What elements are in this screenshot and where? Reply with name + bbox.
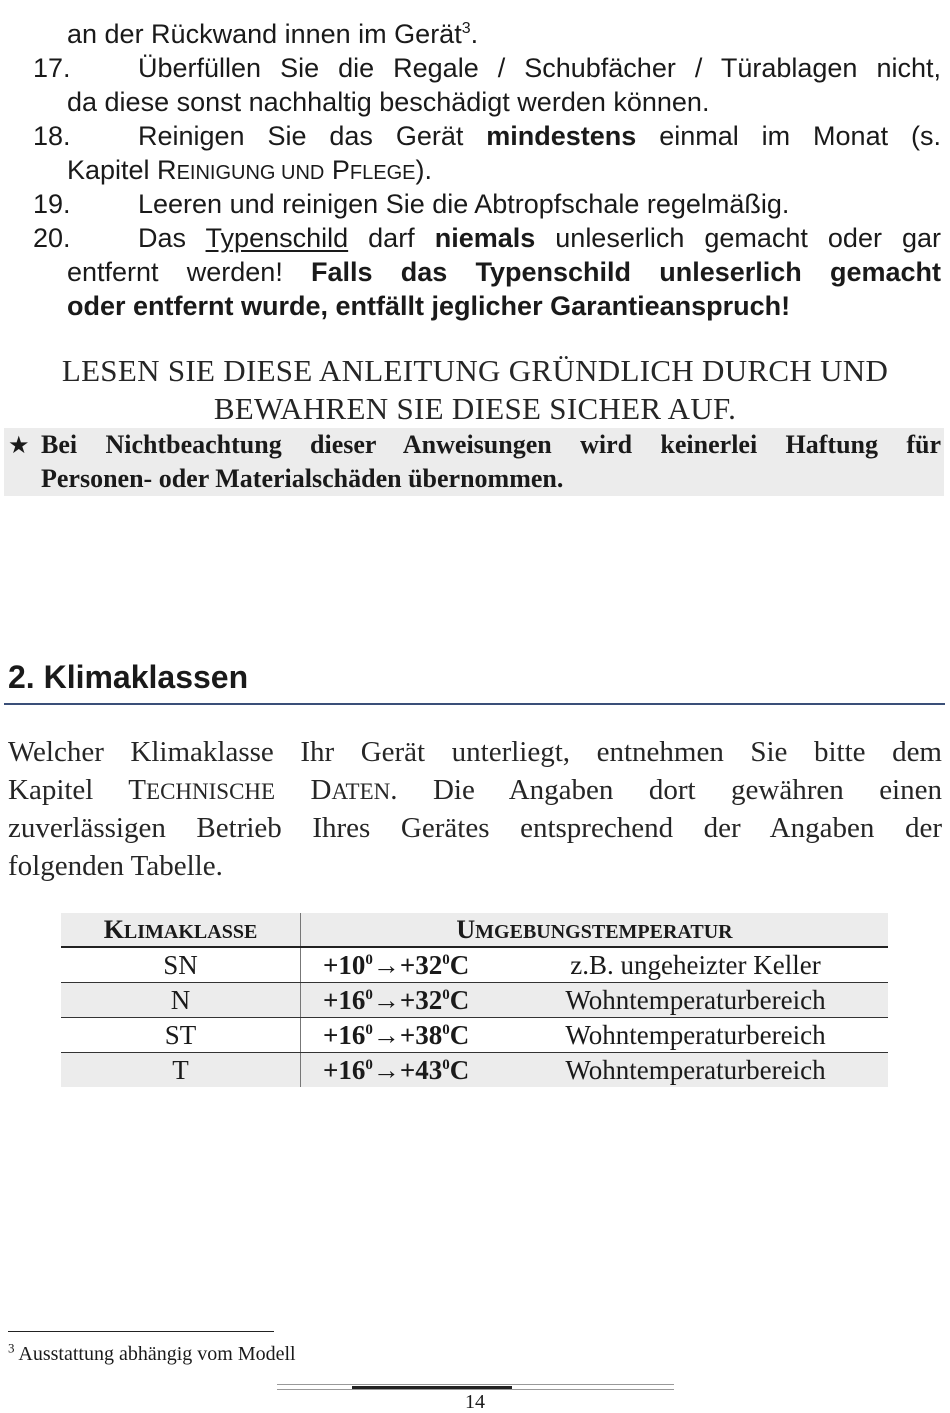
liability-warning-line-1: Bei Nichtbeachtung dieser Anweisungen wird keinerlei Haftung für: [41, 430, 941, 459]
temp-to: +38: [399, 1019, 443, 1050]
footnote-mark: 3: [8, 1340, 15, 1356]
temperature-range-cell: [301, 947, 534, 983]
footer-rule: [277, 1384, 674, 1385]
item-18-text-c: einmal im Monat (s.: [659, 121, 941, 151]
item-20-line-2: [67, 255, 941, 289]
arrow-icon: →: [372, 1054, 400, 1085]
header-rest: LIMAKLASSE: [123, 920, 258, 943]
climate-class-cell: ST: [61, 1018, 301, 1053]
item-20-text-a: Das: [138, 223, 187, 253]
item-20-emphasis: niemals: [434, 223, 536, 253]
item-17-line-1: Überfüllen Sie die Regale / Schubfächer / Türablagen nicht,: [138, 53, 941, 83]
degree-mark: 0: [442, 986, 450, 1003]
item-20-warning-b: oder entfernt wurde, entfällt jeglicher Garantieanspruch!: [67, 291, 791, 321]
degree-mark: 0: [442, 1056, 450, 1073]
body-text-part: ATEN: [331, 779, 391, 804]
degree-mark: 0: [442, 1021, 450, 1038]
list-continuation-line: [67, 17, 478, 51]
item-18-line-2: [67, 153, 432, 190]
header-initial: U: [456, 914, 476, 944]
footnote-reference: 3: [461, 20, 471, 37]
body-line-3: zuverlässigen Betrieb Ihres Gerätes entsprechend der Angaben der: [8, 812, 942, 844]
environment-description-cell: Wohntemperaturbereich: [533, 1018, 888, 1053]
notice-heading-line-2: BEWAHREN SIE DIESE SICHER AUF.: [213, 391, 737, 426]
degree-mark: 0: [365, 1056, 373, 1073]
header-initial: K: [103, 914, 124, 944]
typenschild-term: Typenschild: [205, 223, 349, 253]
item-19-text: Leeren und reinigen Sie die Abtropfschale regelmäßig.: [138, 189, 790, 219]
body-text-part: D: [275, 774, 332, 806]
item-18-text-a: Reinigen Sie das Gerät: [138, 121, 464, 151]
body-line-1: Welcher Klimaklasse Ihr Gerät unterliegt, entnehmen Sie bitte dem: [8, 736, 942, 768]
climate-class-cell: SN: [61, 947, 301, 983]
temp-unit: C: [449, 1019, 470, 1050]
liability-warning-line-2: Personen- oder Materialschäden übernommen.: [41, 464, 564, 493]
item-20-line-1: [138, 221, 941, 255]
climate-class-table: [61, 913, 888, 1087]
temp-unit: C: [449, 984, 470, 1015]
temp-from: +16: [323, 1019, 366, 1050]
temperature-range-cell: [301, 1018, 534, 1053]
body-text-part: Kapitel T: [8, 774, 147, 806]
table-row: [61, 983, 888, 1018]
chapter-ref-part: FLEGE: [349, 162, 416, 184]
body-text-part: . Die Angaben dort gewähren einen: [390, 774, 942, 806]
arrow-icon: →: [372, 949, 400, 980]
item-number: 19.: [33, 189, 71, 219]
degree-mark: 0: [365, 986, 373, 1003]
environment-description-cell: Wohntemperaturbereich: [533, 1053, 888, 1088]
item-number: 18.: [33, 121, 71, 151]
temp-unit: C: [449, 949, 470, 980]
temperature-range-cell: [301, 983, 534, 1018]
item-20-text-c: darf: [368, 223, 415, 253]
body-line-4: folgenden Tabelle.: [8, 850, 223, 882]
item-20-text-e: unleserlich gemacht oder gar: [555, 223, 941, 253]
item-number: 17.: [33, 53, 71, 83]
footnote: [8, 1342, 296, 1366]
arrow-icon: →: [372, 984, 400, 1015]
column-header-umgebungstemperatur: [301, 913, 889, 947]
chapter-ref-part: ).: [415, 155, 432, 185]
item-18-line-1: [138, 119, 941, 153]
chapter-ref-part: EINIGUNG UND: [176, 162, 325, 184]
body-text-part: ECHNISCHE: [146, 779, 276, 804]
item-18-emphasis: mindestens: [486, 121, 637, 151]
section-title: 2. Klimaklassen: [8, 659, 249, 695]
table-row: [61, 1018, 888, 1053]
continuation-end: .: [470, 19, 479, 49]
notice-heading-line-1: LESEN SIE DIESE ANLEITUNG GRÜNDLICH DURCH UND: [61, 353, 889, 388]
item-20-line-3: [67, 289, 790, 323]
table-row: [61, 947, 888, 983]
temp-unit: C: [449, 1054, 470, 1085]
footer-rule: [277, 1389, 674, 1390]
temp-to: +43: [399, 1054, 443, 1085]
temp-from: +10: [323, 949, 366, 980]
item-20-text-f: entfernt werden!: [67, 257, 283, 287]
column-header-klimaklasse: [61, 913, 301, 947]
temperature-range-cell: [301, 1053, 534, 1088]
header-rest: MGEBUNGSTEMPERATUR: [475, 920, 733, 943]
temp-to: +32: [399, 949, 443, 980]
page-number: 14: [465, 1391, 485, 1413]
climate-class-cell: T: [61, 1053, 301, 1088]
continuation-text: an der Rückwand innen im Gerät: [67, 19, 462, 49]
item-number: 20.: [33, 223, 71, 253]
item-20-warning-a: Falls das Typenschild unleserlich gemacht: [311, 257, 941, 287]
temp-from: +16: [323, 984, 366, 1015]
item-17-line-2: da diese sonst nachhaltig beschädigt werden können.: [67, 87, 710, 117]
degree-mark: 0: [365, 1021, 373, 1038]
footnote-text: Ausstattung abhängig vom Modell: [18, 1343, 296, 1365]
chapter-ref-part: P: [331, 155, 350, 185]
degree-mark: 0: [442, 951, 450, 968]
environment-description-cell: z.B. ungeheizter Keller: [533, 947, 888, 983]
degree-mark: 0: [365, 951, 373, 968]
arrow-icon: →: [372, 1019, 400, 1050]
section-divider: [4, 703, 945, 705]
star-icon: ★: [8, 431, 30, 459]
climate-class-cell: N: [61, 983, 301, 1018]
chapter-ref-part: Kapitel R: [67, 155, 177, 185]
temp-from: +16: [323, 1054, 366, 1085]
temp-to: +32: [399, 984, 443, 1015]
table-row: [61, 1053, 888, 1088]
table-header-row: [61, 913, 888, 947]
environment-description-cell: Wohntemperaturbereich: [533, 983, 888, 1018]
body-line-2: [8, 771, 942, 811]
footnote-divider: [8, 1331, 274, 1332]
